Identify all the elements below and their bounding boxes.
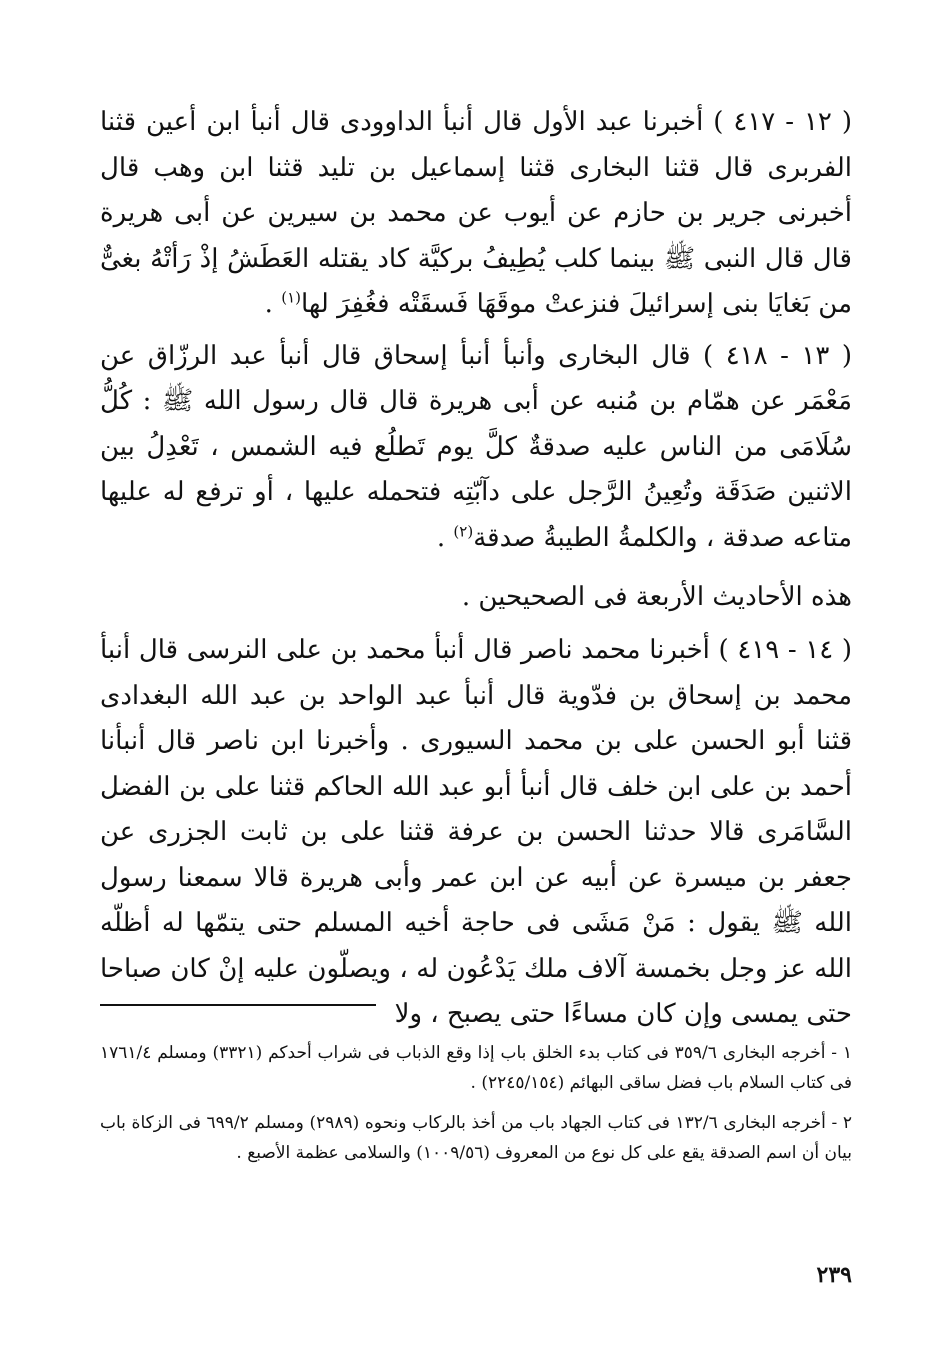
hadith-419: ( ١٤ - ٤١٩ ) أخبرنا محمد ناصر قال أنبأ محمد بن على النرسى قال أنبأ محمد بن إسحاق بن فدّوية قال أنبأ عبد الواحد بن عبد الله البغدادى قثنا أبو الحسن على بن محمد السيورى . وأخبرنا ابن ناصر قال أنبأنا أحمد بن على ابن خلف قال أنبأ أبو عبد الله الحاكم قثنا على بن الفضل السَّامَرى قالا حدثنا الحسن بن عرفة قثنا على بن ثابت الجزرى عن جعفر بن ميسرة عن أبيه عن ابن عمر وأبى هريرة قالا سمعنا رسول الله ﷺ يقول : مَنْ مَشَى فى حاجة أخيه المسلم حتى يتمّها له أظلّه الله عز وجل بخمسة آلاف ملك يَدْعُون له ، ويصلّون عليه إنْ كان صباحا حتى يمسى وإن كان مساءًا حتى يصبح ، ولا	[100, 635, 852, 1029]
hadith-417	[100, 100, 852, 328]
hadith-418-end: .	[436, 522, 454, 553]
summary-note: هذه الأحاديث الأربعة فى الصحيحين .	[461, 582, 852, 612]
footnote-ref-2: (٢)	[453, 521, 474, 540]
hadith-418-text: ( ١٣ - ٤١٨ ) قال البخارى وأنبأ أنبأ إسحاق قال أنبأ عبد الرزّاق عن مَعْمَر عن همّام بن مُنبه عن أبى هريرة قال قال رسول الله ﷺ : كُلُّ سُلَامَى من الناس عليه صدقةٌ كلَّ يوم تَطلُع فيه الشمس ، تَعْدِلُ بين الاثنين صَدَقَة وتُعِينُ الرَّجل على دآبّتِه فتحمله عليها ، أو ترفع له عليها متاعه صدقة ، والكلمةُ الطيبةُ صدقة	[100, 340, 852, 553]
footnote-separator	[100, 1004, 376, 1006]
hadith-417-end: .	[264, 289, 282, 319]
book-page	[100, 100, 852, 1340]
footnotes	[100, 1038, 852, 1168]
footnote-ref-1: (١)	[281, 288, 301, 307]
footnote-2: ٢ - أخرجه البخارى ١٣٢/٦ فى كتاب الجهاد باب من أخذ بالركاب ونحوه (٢٩٨٩) ومسلم ٦٩٩/٢ فى الزكاة باب بيان أن اسم الصدقة يقع على كل نوع من المعروف (١٠٠٩/٥٦) والسلامى عظمة الأصبع .	[100, 1113, 853, 1163]
hadith-418	[100, 334, 852, 562]
hadith-417-text: ( ١٢ - ٤١٧ ) أخبرنا عبد الأول قال أنبأ الداوودى قال أنبأ ابن أعين قثنا الفربرى قال قثنا البخارى قثنا إسماعيل بن تليد قثنا ابن وهب قال أخبرنى جرير بن حازم عن أيوب عن محمد بن سيرين عن أبى هريرة قال قال النبى ﷺ بينما كلب يُطِيفُ بركيَّة كاد يقتله العَطَشُ إذْ رَأتْهُ بغىٌّ من بَغايَا بنى إسرائيلَ فنزعتْ موقَهَا فَسقَتْه فغُفِرَ لها	[100, 107, 852, 319]
footnote-1: ١ - أخرجه البخارى ٣٥٩/٦ فى كتاب بدء الخلق باب إذا وقع الذباب فى شراب أحدكم (٣٣٢١) ومسلم ١٧٦١/٤ فى كتاب السلام باب فضل ساقى البهائم (٢٢٤٥/١٥٤) .	[100, 1043, 853, 1093]
page-number: ٢٣٩	[816, 1262, 852, 1288]
